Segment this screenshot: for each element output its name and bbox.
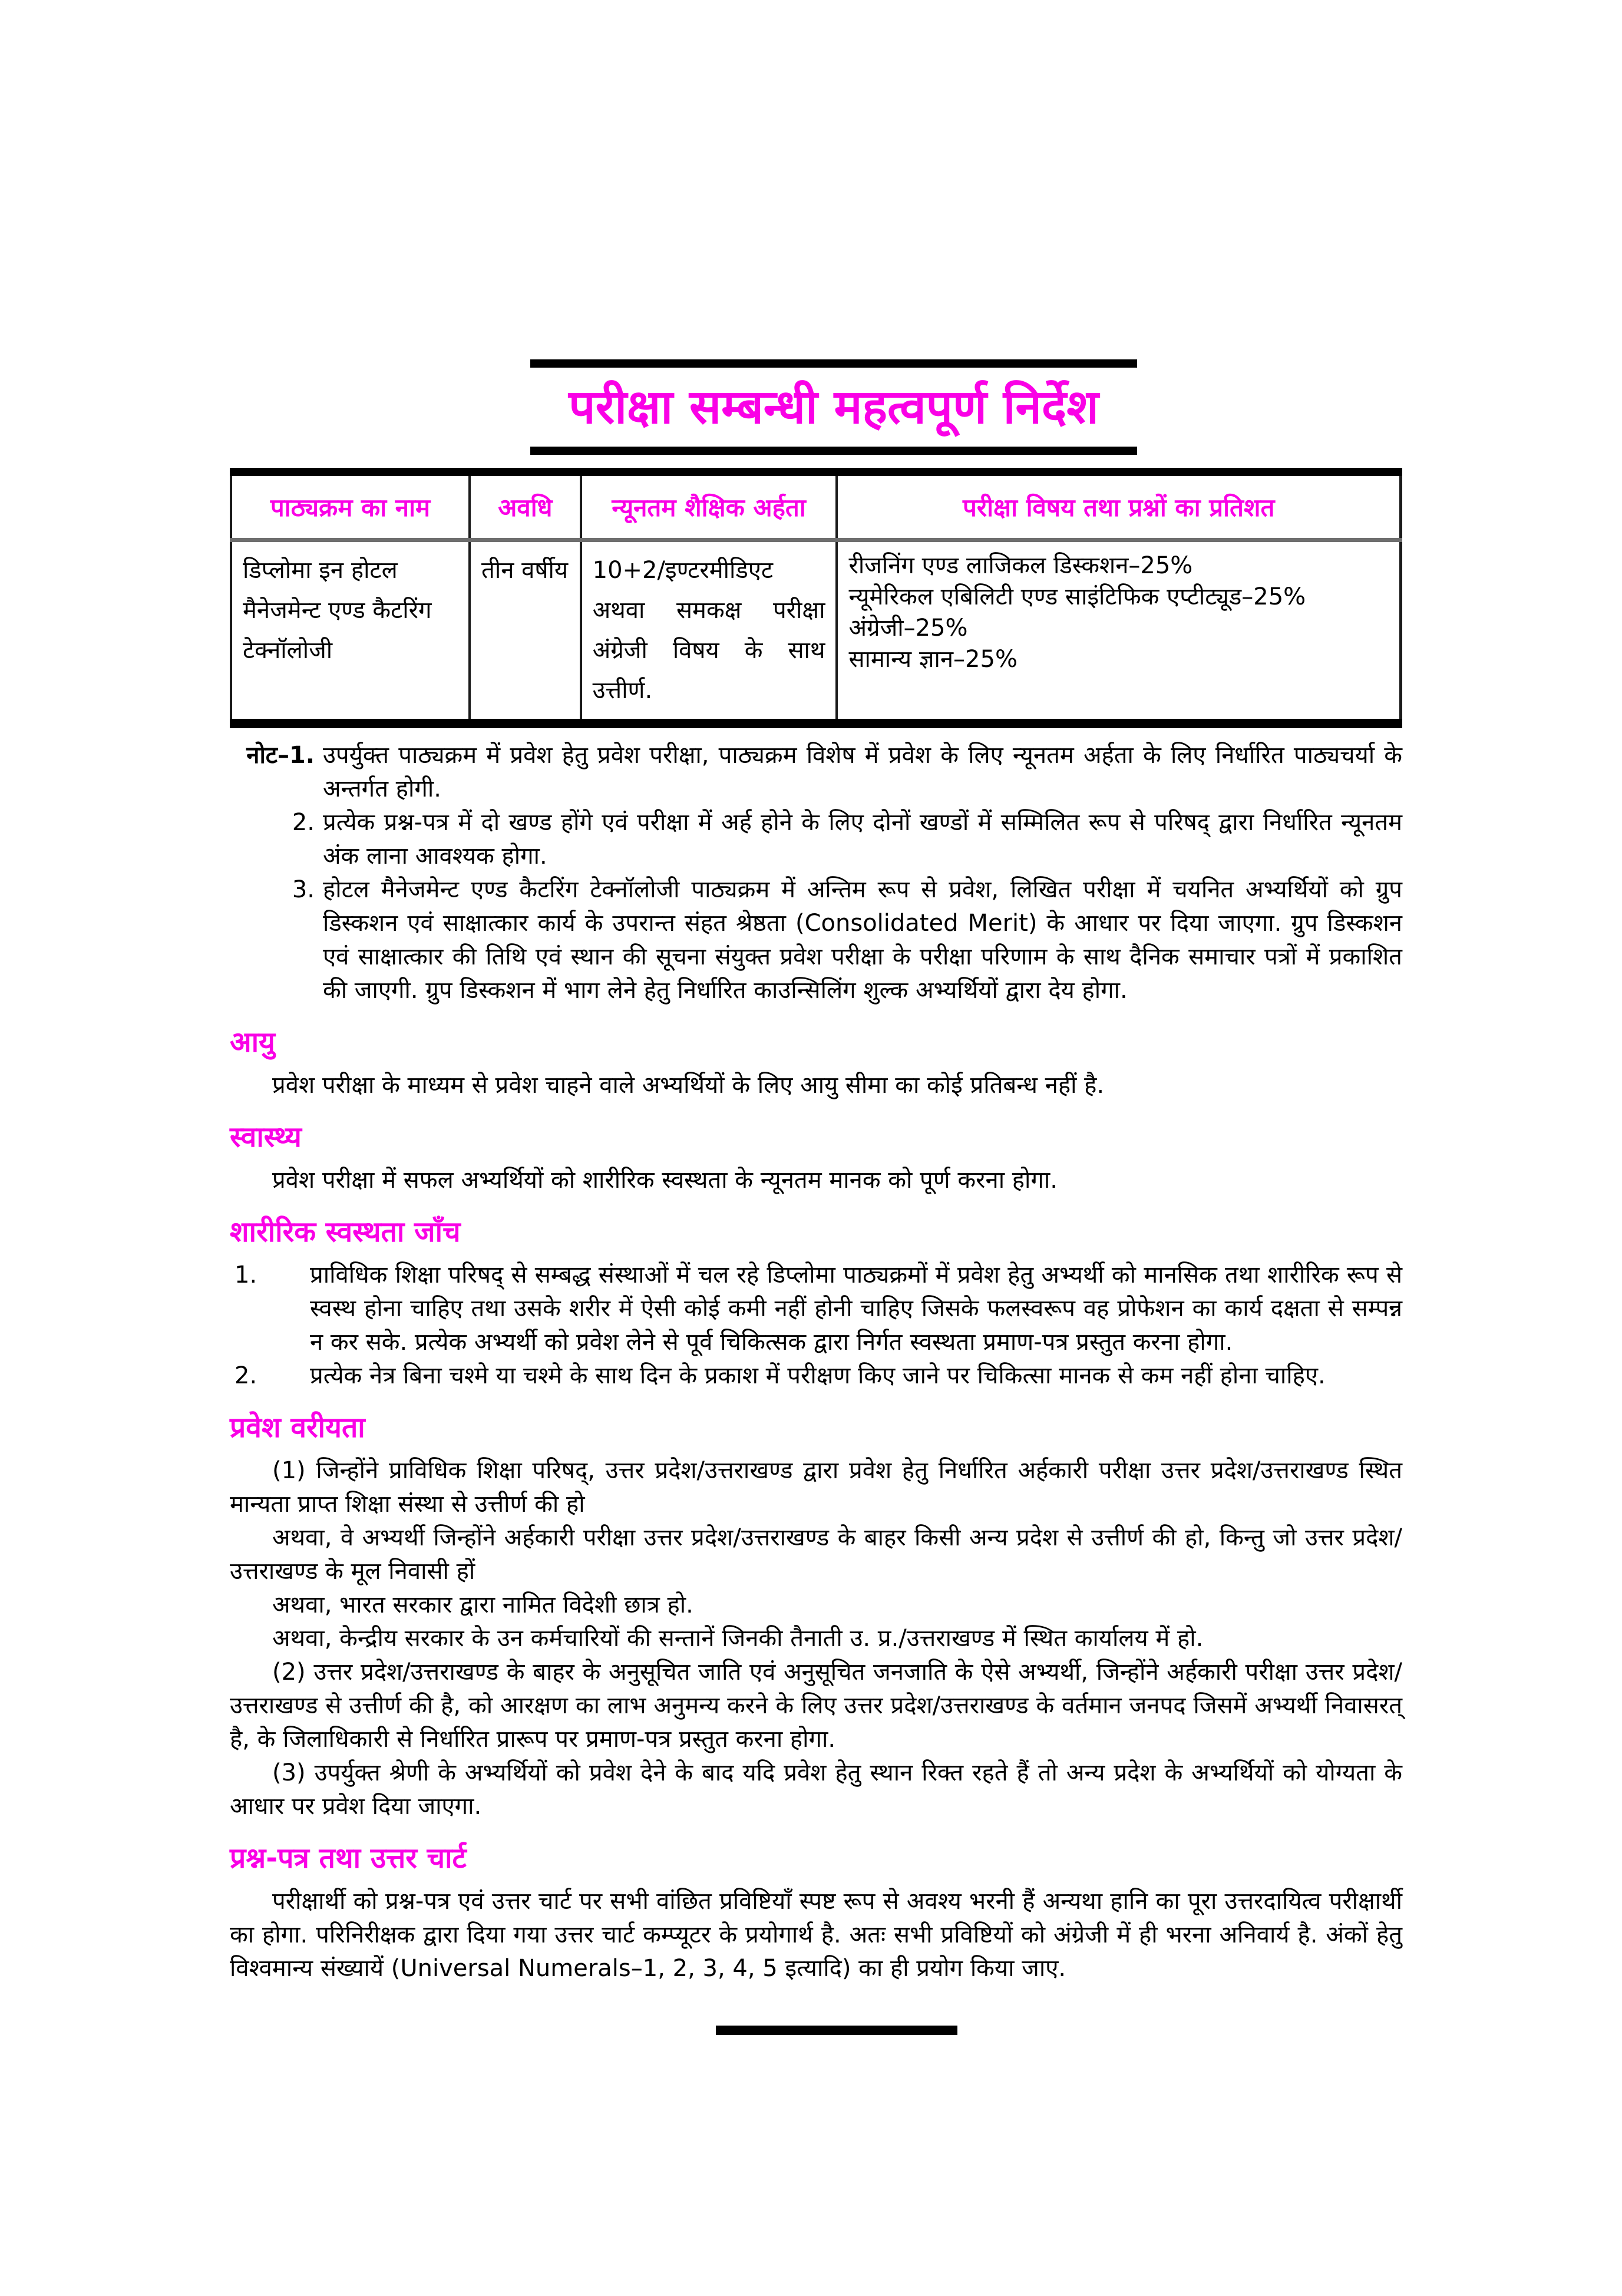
header-min-qualification: न्यूनतम शैक्षिक अर्हता <box>581 472 837 540</box>
fitness-item <box>230 1359 1402 1393</box>
course-table <box>230 468 1402 728</box>
title-rule-top <box>530 359 1137 368</box>
section-body-answer-chart: परीक्षार्थी को प्रश्न-पत्र एवं उत्तर चार्ट पर सभी वांछित प्रविष्टियाँ स्पष्ट रूप से अवश्य भरनी हैं अन्यथा हानि का पूरा उत्तरदायित्व परीक्षार्थी का होगा. परिनिरीक्षक द्वारा दिया गया उत्तर चार्ट कम्प्यूटर के प्रयोगार्थ है. अतः सभी प्रविष्टियों को अंग्रेजी में ही भरना अनिवार्य है. अंकों हेतु विश्वमान्य संख्यायें (Universal Numerals–1, 2, 3, 4, 5 इत्यादि) का ही प्रयोग किया जाए. <box>230 1888 1402 1982</box>
note-text: होटल मैनेजमेन्ट एण्ड कैटरिंग टेक्नॉलोजी पाठ्यक्रम में अन्तिम रूप से प्रवेश, लिखित परीक्षा में चयनित अभ्यर्थियों को ग्रुप डिस्कशन एवं साक्षात्कार कार्य के उपरान्त संहत श्रेष्ठता (Consolidated Merit) के आधार पर दिया जाएगा. ग्रुप डिस्कशन एवं साक्षात्कार की तिथि एवं स्थान की सूचना संयुक्त प्रवेश परीक्षा के परीक्षा परिणाम के साथ दैनिक समाचार पत्रों में प्रकाशित की जाएगी. ग्रुप डिस्कशन में भाग लेने हेतु निर्धारित काउन्सिलिंग शुल्क अभ्यर्थियों द्वारा देय होगा. <box>323 876 1402 1004</box>
fitness-item-text: प्रत्येक नेत्र बिना चश्मे या चश्मे के साथ दिन के प्रकाश में परीक्षण किए जाने पर चिकित्सा मानक से कम नहीं होना चाहिए. <box>310 1362 1326 1389</box>
preference-paragraph: (1) जिन्होंने प्राविधिक शिक्षा परिषद्, उत्तर प्रदेश/उत्तराखण्ड द्वारा प्रवेश हेतु निर्धारित अर्हकारी परीक्षा उत्तर प्रदेश/उत्तराखण्ड स्थित मान्यता प्राप्त शिक्षा संस्था से उत्तीर्ण की हो <box>230 1457 1402 1518</box>
section-heading-age: आयु <box>230 1026 275 1059</box>
cell-duration: तीन वर्षीय <box>470 540 581 724</box>
cell-exam-subjects <box>837 540 1400 724</box>
note-item <box>230 739 1402 806</box>
cell-course-name: डिप्लोमा इन होटल मैनेजमेन्ट एण्ड कैटरिंग टेक्नॉलोजी <box>243 557 432 664</box>
course-table-header <box>231 472 1401 540</box>
section-heading-fitness-check: शारीरिक स्वस्थता जाँच <box>230 1215 461 1248</box>
subject-line: न्यूमेरिकल एबिलिटी एण्ड साइंटिफिक एप्टीट्यूड–25% <box>848 583 1306 610</box>
note-text: उपर्युक्त पाठ्यक्रम में प्रवेश हेतु प्रवेश परीक्षा, पाठ्यक्रम विशेष में प्रवेश के लिए न्यूनतम अर्हता के लिए निर्धारित पाठ्यचर्या के अन्तर्गत होगी. <box>323 742 1402 802</box>
section-body-health: प्रवेश परीक्षा में सफल अभ्यर्थियों को शारीरिक स्वस्थता के न्यूनतम मानक को पूर्ण करना होगा. <box>272 1167 1058 1194</box>
section-body-age: प्रवेश परीक्षा के माध्यम से प्रवेश चाहने वाले अभ्यर्थियों के लिए आयु सीमा का कोई प्रतिबन्ध नहीं है. <box>272 1072 1105 1099</box>
table-row <box>231 540 1401 724</box>
preference-paragraph: (3) उपर्युक्त श्रेणी के अभ्यर्थियों को प्रवेश देने के बाद यदि प्रवेश हेतु स्थान रिक्त रहते हैं तो अन्य प्रदेश के अभ्यर्थियों को योग्यता के आधार पर प्रवेश दिया जाएगा. <box>230 1759 1402 1820</box>
preference-paragraph: अथवा, वे अभ्यर्थी जिन्होंने अर्हकारी परीक्षा उत्तर प्रदेश/उत्तराखण्ड के बाहर किसी अन्य प्रदेश से उत्तीर्ण की हो, किन्तु जो उत्तर प्रदेश/उत्तराखण्ड के मूल निवासी हों <box>230 1524 1402 1585</box>
subject-line: अंग्रेजी–25% <box>848 615 968 642</box>
table-header-row <box>231 472 1401 540</box>
header-duration: अवधि <box>470 472 581 540</box>
title-rule-bottom <box>530 447 1137 455</box>
header-exam-subjects: परीक्षा विषय तथा प्रश्नों का प्रतिशत <box>837 472 1400 540</box>
preference-paragraph: अथवा, भारत सरकार द्वारा नामित विदेशी छात्र हो. <box>272 1591 693 1618</box>
note-number: 2. <box>292 809 315 836</box>
page-content <box>230 0 1402 2035</box>
cell-qualification: 10+2/इण्टरमीडिएट अथवा समकक्ष परीक्षा अंग्रेजी विषय के साथ उत्तीर्ण. <box>581 540 837 724</box>
note-number: 3. <box>292 876 315 903</box>
note-item <box>230 806 1402 873</box>
end-rule <box>716 2026 957 2035</box>
section-heading-answer-chart: प्रश्न-पत्र तथा उत्तर चार्ट <box>230 1842 467 1875</box>
fitness-item <box>230 1258 1402 1359</box>
subject-line: रीजनिंग एण्ड लाजिकल डिस्कशन–25% <box>848 552 1193 579</box>
fitness-item-number: 1. <box>234 1261 257 1289</box>
page-title: परीक्षा सम्बन्धी महत्वपूर्ण निर्देश <box>569 379 1099 434</box>
note-number: नोट–1. <box>246 742 315 769</box>
header-course-name: पाठ्यक्रम का नाम <box>231 472 470 540</box>
section-heading-health: स्वास्थ्य <box>230 1121 302 1154</box>
fitness-item-number: 2. <box>234 1362 257 1389</box>
preference-paragraph: (2) उत्तर प्रदेश/उत्तराखण्ड के बाहर के अनुसूचित जाति एवं अनुसूचित जनजाति के ऐसे अभ्यर्थी, जिन्होंने अर्हकारी परीक्षा उत्तर प्रदेश/उत्तराखण्ड से उत्तीर्ण की है, को आरक्षण का लाभ अनुमन्य करने के लिए उत्तर प्रदेश/उत्तराखण्ड के वर्तमान जनपद जिसमें अभ्यर्थी निवासरत् है, के जिलाधिकारी से निर्धारित प्रारूप पर प्रमाण-पत्र प्रस्तुत करना होगा. <box>230 1659 1402 1753</box>
course-table-body <box>231 540 1401 724</box>
fitness-item-text: प्राविधिक शिक्षा परिषद् से सम्बद्ध संस्थाओं में चल रहे डिप्लोमा पाठ्यक्रमों में प्रवेश हेतु अभ्यर्थी को मानसिक तथा शारीरिक रूप से स्वस्थ होना चाहिए तथा उसके शरीर में ऐसी कोई कमी नहीं होनी चाहिए जिसके फलस्वरूप वह प्रोफेशन का कार्य दक्षता से सम्पन्न न कर सके. प्रत्येक अभ्यर्थी को प्रवेश लेने से पूर्व चिकित्सक द्वारा निर्गत स्वस्थता प्रमाण-पत्र प्रस्तुत करना होगा. <box>310 1261 1402 1356</box>
title-block <box>530 359 1137 455</box>
section-heading-admission-preference: प्रवेश वरीयता <box>230 1411 365 1444</box>
notes-list <box>230 739 1402 1007</box>
subject-line: सामान्य ज्ञान–25% <box>848 646 1018 673</box>
preference-paragraph: अथवा, केन्द्रीय सरकार के उन कर्मचारियों की सन्तानें जिनकी तैनाती उ. प्र./उत्तराखण्ड में स्थित कार्यालय में हो. <box>272 1625 1204 1652</box>
note-item <box>230 873 1402 1007</box>
note-text: प्रत्येक प्रश्न-पत्र में दो खण्ड होंगे एवं परीक्षा में अर्ह होने के लिए दोनों खण्डों में सम्मिलित रूप से परिषद् द्वारा निर्धारित न्यूनतम अंक लाना आवश्यक होगा. <box>323 809 1402 870</box>
